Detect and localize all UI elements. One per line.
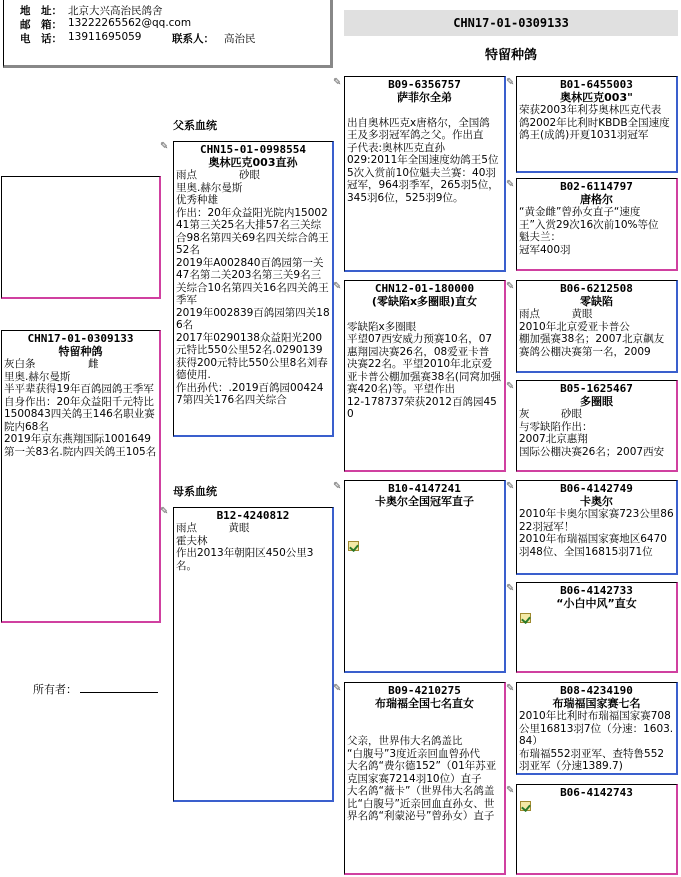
ds-name: 卡奥尔全国冠军直子 [375, 495, 474, 508]
sire-name: 奥林匹克003直孙 [208, 156, 298, 169]
contact: 高治民 [224, 33, 256, 45]
subject-text: 半平辈获得19年百鸽园鸽王季军 自身作出：20年众益阳千元特比1500843四关鸽王146名职业赛院内68名 2019年京东燕翔国际1001649第一关83名.院内四关鸽王105名 [4, 383, 157, 458]
thumbtack-icon: ✎ [506, 583, 515, 594]
owner-underline [80, 692, 158, 693]
thumbtack-icon: ✎ [160, 506, 169, 517]
dss-box [516, 480, 678, 575]
title-name: 特留种鸽 [484, 48, 537, 63]
ddd-ring: B06-4142743 [560, 786, 633, 799]
sire-line-2: 优秀种雄 [176, 194, 218, 206]
dam-box [173, 507, 334, 802]
dsd-box [516, 582, 678, 673]
dds-text: 2010年比利时布瑞福国家赛708公里16813羽7位（分速：1603.84） 布瑞福552羽亚军、查特鲁552羽亚军（分速1389.7) [519, 710, 674, 772]
empty-box [1, 176, 161, 299]
subject-line-1: 里奥.赫尔曼斯 [4, 370, 71, 383]
ss-name: 萨菲尔全弟 [397, 91, 452, 104]
subject-name: 特留种鸽 [58, 345, 103, 358]
thumbtack-icon: ✎ [333, 77, 342, 88]
thumbtack-icon: ✎ [333, 481, 342, 492]
dss-ring: B06-4142749 [560, 482, 633, 495]
sdd-line-0: 灰 砂眼 [519, 408, 582, 420]
ds-box [344, 480, 506, 673]
header-box [3, 0, 333, 68]
phone-label: 电 话： [20, 33, 62, 45]
ssd-name: 唐格尔 [580, 193, 613, 206]
email-label: 邮 箱： [20, 19, 62, 31]
mother-line-label: 母系血统 [173, 485, 217, 498]
ds-ring: B10-4147241 [388, 482, 461, 495]
dam-ring: B12-4240812 [216, 509, 290, 522]
address-label: 地 址： [20, 5, 62, 17]
sss-box [516, 76, 678, 173]
note-check-icon [520, 801, 531, 811]
dd-ring: B09-4210275 [388, 684, 461, 697]
ssd-box [516, 178, 678, 271]
sire-line-1: 里奥.赫尔曼斯 [176, 181, 243, 194]
email: 13222265562@qq.com [68, 17, 192, 29]
subject-box [1, 330, 161, 623]
thumbtack-icon: ✎ [506, 179, 515, 190]
dds-box [516, 682, 678, 775]
dam-line-1: 霍夫林 [176, 534, 208, 547]
sd-ring: CHN12-01-180000 [374, 282, 475, 295]
sdd-ring: B05-1625467 [560, 382, 633, 395]
sss-text: 荣获2003年利芬奥林匹克代表 鸽2002年比利时KBDB全国速度 鸽王(成鸽)开夏1031羽冠军 [519, 104, 670, 141]
dsd-ring: B06-4142733 [560, 584, 633, 597]
sdd-box [516, 380, 678, 472]
phone: 13911695059 [68, 31, 142, 43]
ss-ring: B09-6356757 [388, 78, 461, 91]
dss-text: 2010年卡奥尔国家赛723公里8622羽冠军！ 2010年布瑞福国家赛地区6470羽48位、全国16815羽71位 [519, 508, 674, 558]
ssd-ring: B02-6114797 [560, 180, 633, 193]
dd-text: 父亲，世界伟大名鸽盖比 “白腹号”3度近亲回血曾孙代 大名鸽“费尔德152”（01年苏亚克国家赛7214羽10位）直子 大名鸽“薇卡”（世界伟大名鸽盖比“白腹号”近亲回血直孙女、世界名鸽“利蒙泌号”曾孙女）直子 [347, 735, 497, 822]
thumbtack-icon: ✎ [506, 77, 515, 88]
sd-text: 零缺陷x多圈眼 平望07西安威力预赛10名，07 惠翔园决赛26名，08爱亚卡普 决赛22名。平望2010年北京爱 亚卡普公棚加强赛38名(同窝加强赛420名)等。平望作出 12-178737荣获2012百鸽园450 [347, 320, 501, 420]
ssd-text: “黄金雌”曾孙女直子“速度 王”入赏29次16次前10%等位 魁夫兰： 冠军400羽 [519, 206, 659, 256]
sire-box [173, 141, 334, 437]
sds-name: 零缺陷 [580, 295, 613, 308]
subject-line-0: 灰白条 雌 [4, 358, 99, 370]
dam-text: 作出2013年朝阳区450公里3名。 [176, 547, 314, 572]
thumbtack-icon: ✎ [506, 785, 515, 796]
sire-text: 作出：20年众益阳光院内1500241第三关25名大排57名三关综合98名第四关69名四关综合鸽王52名 2019年A002840百鸽园第一关47名第二关203名第三关9名三关综合10名第四关16名四关鸽王季军 2019年002839百鸽园第四关186名 2017年0290138众益阳光200元特比550公里52名.0290139获得200元特比550公里8名刘春德使用. 作出孙代：.2019百鸽园004247第四关176名四关综合 [176, 206, 330, 406]
subject-ring: CHN17-01-0309133 [27, 332, 134, 345]
sd-name: (零缺陷x多圈眼)直女 [371, 295, 478, 308]
thumbtack-icon: ✎ [506, 281, 515, 292]
sss-name: 奥林匹克003" [560, 91, 633, 104]
sire-ring: CHN15-01-0998554 [200, 143, 306, 156]
sds-ring: B06-6212508 [560, 282, 633, 295]
sds-line-0: 雨点 黄眼 [519, 308, 593, 320]
sds-box [516, 280, 678, 373]
ss-text: 出自奥林匹克x唐格尔，全国鸽 王及多羽冠军鸽之父。作出直 子代表:奥林匹克直孙 029:2011年全国速度幼鸽王5位 5次入赏前10位魁夫兰赛：40羽冠军，964羽季军，265羽5位，345羽6位，525羽9位。 [347, 116, 499, 204]
address: 北京大兴高治民鸽舍 [68, 5, 163, 17]
dam-line-0: 雨点 黄眼 [176, 522, 250, 534]
title-ring: CHN17-01-0309133 [453, 16, 569, 30]
note-check-icon [348, 541, 359, 551]
sd-box [344, 280, 506, 472]
sdd-text: 与零缺陷作出： 2007北京惠翔 国际公棚决赛26名；2007西安 [519, 420, 665, 458]
dd-name: 布瑞福全国七名直女 [375, 697, 474, 710]
thumbtack-icon: ✎ [160, 141, 169, 152]
thumbtack-icon: ✎ [506, 683, 515, 694]
dds-name: 布瑞福国家赛七名 [552, 697, 641, 710]
thumbtack-icon: ✎ [506, 481, 515, 492]
sss-ring: B01-6455003 [560, 78, 633, 91]
sdd-name: 多圈眼 [580, 395, 613, 408]
owner-label: 所有者： [33, 683, 77, 696]
father-line-label: 父系血统 [173, 119, 217, 132]
contact-label: 联系人： [172, 33, 214, 45]
thumbtack-icon: ✎ [333, 683, 342, 694]
sire-line-0: 雨点 砂眼 [176, 169, 260, 181]
sds-text: 2010年北京爱亚卡普公 棚加强赛38名；2007北京飙友 赛鸽公棚决赛第一名，2009 [519, 320, 665, 358]
dds-ring: B08-4234190 [560, 684, 633, 697]
note-check-icon [520, 613, 531, 623]
thumbtack-icon: ✎ [333, 281, 342, 292]
thumbtack-icon: ✎ [506, 381, 515, 392]
ss-box [344, 76, 506, 272]
dsd-name: “小白中风”直女 [556, 597, 637, 610]
dss-name: 卡奥尔 [580, 495, 613, 508]
dd-box [344, 682, 506, 875]
ddd-box [516, 784, 678, 875]
